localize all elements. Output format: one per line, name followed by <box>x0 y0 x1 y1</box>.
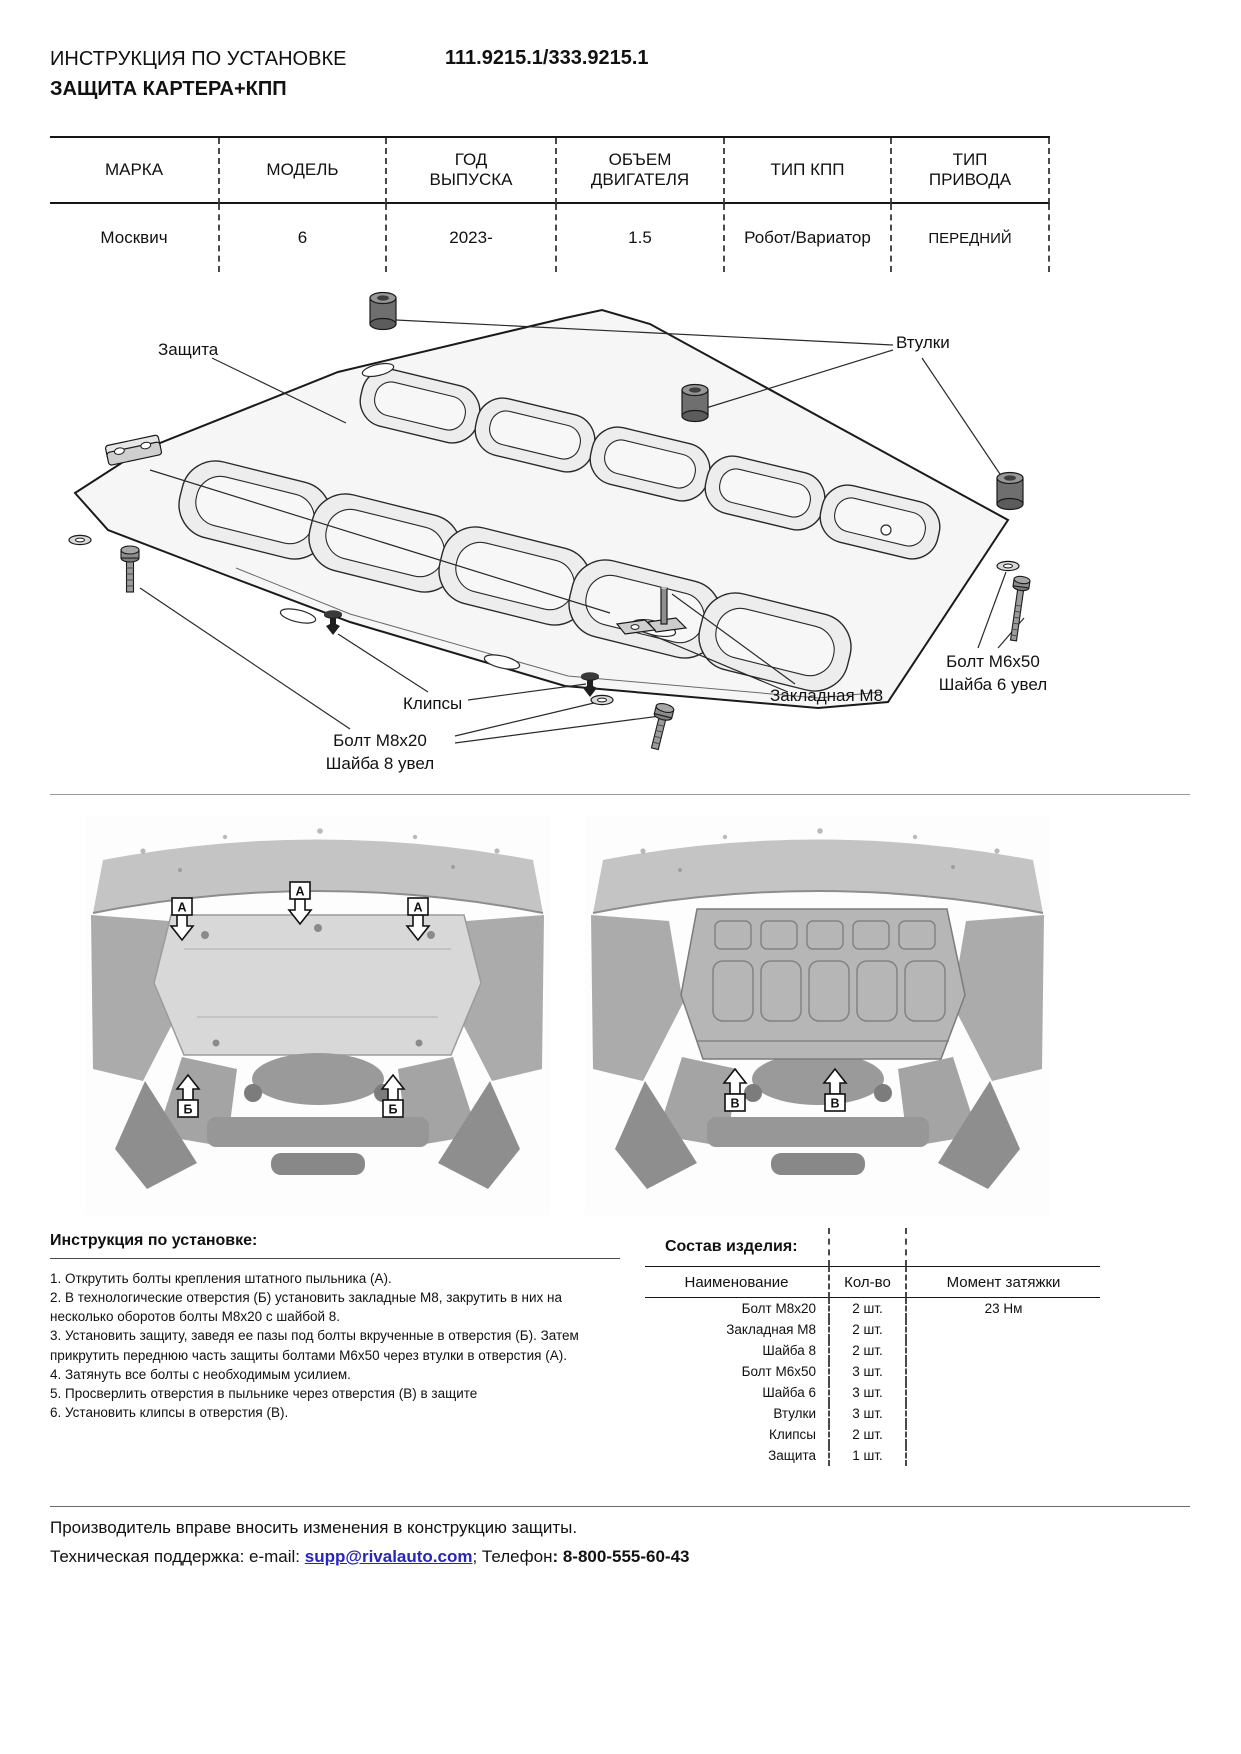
instruction-step: 5. Просверлить отверстия в пыльнике через отверстия (В) в защите <box>50 1385 478 1401</box>
bushing-icon <box>997 473 1023 510</box>
guard-plate-shape <box>75 310 1008 708</box>
part-qty: 3 шт. <box>828 1361 905 1382</box>
svg-text:Б: Б <box>388 1102 398 1117</box>
part-name: Клипсы <box>768 1427 816 1442</box>
footer-support-line <box>50 1547 690 1567</box>
part-torque <box>905 1424 1100 1445</box>
svg-text:В: В <box>830 1096 840 1111</box>
washer-6-icon <box>997 561 1019 570</box>
part-torque <box>905 1319 1100 1340</box>
bolt-m8x20-icon <box>121 546 139 592</box>
support-phone: : 8-800-555-60-43 <box>552 1547 690 1566</box>
spec-value-gearbox: Робот/Вариатор <box>723 204 890 272</box>
spec-value-brand: Москвич <box>100 228 168 247</box>
spec-value-model: 6 <box>218 204 385 272</box>
part-qty: 2 шт. <box>828 1319 905 1340</box>
instruction-step: 6. Установить клипсы в отверстия (В). <box>50 1405 289 1421</box>
part-numbers: 111.9215.1/333.9215.1 <box>445 47 649 69</box>
washer-8-icon <box>591 695 613 704</box>
spec-header-gearbox: ТИП КПП <box>723 138 890 204</box>
instruction-step: 2. В технологические отверстия (Б) установить закладные М8, закрутить в них на несколько оборотов болты М8х20 с шайбой 8. <box>50 1290 562 1325</box>
part-name: Защита <box>768 1448 816 1463</box>
part-qty: 3 шт. <box>828 1382 905 1403</box>
spec-header-drive: ТИП ПРИВОДА <box>890 138 1050 204</box>
spec-header-model: МОДЕЛЬ <box>218 138 385 204</box>
svg-text:А: А <box>295 884 305 899</box>
support-email-link[interactable]: supp@rivalauto.com <box>304 1547 473 1566</box>
spec-header-brand: МАРКА <box>50 138 218 204</box>
part-qty: 2 шт. <box>828 1340 905 1361</box>
spec-table <box>50 136 1050 272</box>
support-prefix: Техническая поддержка: e-mail: <box>50 1547 305 1566</box>
bushing-icon <box>370 293 396 330</box>
instruction-step: 4. Затянуть все болты с необходимым усилием. <box>50 1366 351 1382</box>
part-torque <box>905 1382 1100 1403</box>
parts-table <box>645 1228 1100 1466</box>
bolt-m6x50-icon <box>1006 575 1031 641</box>
parts-header-name: Наименование <box>645 1266 828 1298</box>
footer-note: Производитель вправе вносить изменения в конструкцию защиты. <box>50 1518 578 1537</box>
svg-text:Б: Б <box>183 1102 193 1117</box>
part-name: Болт М8х20 <box>741 1301 816 1316</box>
instruction-step: 1. Открутить болты крепления штатного пыльника (А). <box>50 1271 392 1286</box>
parts-header-torque: Момент затяжки <box>905 1266 1100 1298</box>
skid-plate-drawing <box>50 288 1190 790</box>
label-bushings: Втулки <box>896 333 950 352</box>
clip-icon <box>324 610 342 635</box>
part-torque <box>905 1361 1100 1382</box>
title-line-1: ИНСТРУКЦИЯ ПО УСТАНОВКЕ <box>50 48 347 70</box>
part-qty: 2 шт. <box>828 1298 905 1319</box>
svg-text:В: В <box>730 1096 740 1111</box>
part-qty: 3 шт. <box>828 1403 905 1424</box>
label-embedded-nut: Закладная М8 <box>770 686 884 705</box>
instruction-step: 3. Установить защиту, заведя ее пазы под болты вкрученные в отверстия (Б). Затем прикрутить переднюю часть защиты болтами М6х50 через втулки в отверстия (А). <box>50 1328 579 1363</box>
part-name: Шайба 6 <box>762 1385 816 1400</box>
part-name: Болт М6х50 <box>741 1364 816 1379</box>
installed-guard-plate <box>681 909 965 1059</box>
label-bolt-m6: Болт М6х50 Шайба 6 увел <box>938 652 1048 694</box>
exploded-diagram <box>50 288 1190 790</box>
parts-title: Состав изделия: <box>665 1238 798 1255</box>
footer-divider <box>50 1506 1190 1507</box>
part-name: Втулки <box>773 1406 816 1421</box>
label-bolt-m8: Болт М8х20 Шайба 8 увел <box>325 731 435 773</box>
part-name: Закладная М8 <box>726 1322 816 1337</box>
part-torque <box>905 1340 1100 1361</box>
part-name: Шайба 8 <box>762 1343 816 1358</box>
part-qty: 1 шт. <box>828 1445 905 1466</box>
title-line-2: ЗАЩИТА КАРТЕРА+КПП <box>50 78 287 100</box>
parts-header-qty: Кол-во <box>828 1266 905 1298</box>
svg-text:А: А <box>177 900 187 915</box>
spec-value-year: 2023- <box>385 204 555 272</box>
spec-header-engine: ОБЪЕМ ДВИГАТЕЛЯ <box>555 138 723 204</box>
bolt-m8x20-icon <box>646 702 675 751</box>
part-torque <box>905 1403 1100 1424</box>
part-torque <box>905 1445 1100 1466</box>
svg-text:А: А <box>413 900 423 915</box>
photo-underbody-after <box>585 815 1050 1215</box>
washer-8-icon <box>69 535 91 544</box>
photo-underbody-before <box>85 815 550 1215</box>
instructions-title: Инструкция по установке: <box>50 1232 620 1259</box>
spec-value-engine: 1.5 <box>555 204 723 272</box>
label-guard: Защита <box>158 340 219 359</box>
instructions-section <box>50 1232 620 1422</box>
support-mid: ; Телефон <box>472 1547 553 1566</box>
spec-value-drive: ПЕРЕДНИЙ <box>890 204 1050 272</box>
label-clips: Клипсы <box>403 694 463 713</box>
document-title <box>50 44 346 104</box>
part-torque: 23 Нм <box>905 1298 1100 1319</box>
spec-header-year: ГОД ВЫПУСКА <box>385 138 555 204</box>
part-qty: 2 шт. <box>828 1424 905 1445</box>
section-divider <box>50 794 1190 795</box>
bushing-icon <box>682 385 708 422</box>
